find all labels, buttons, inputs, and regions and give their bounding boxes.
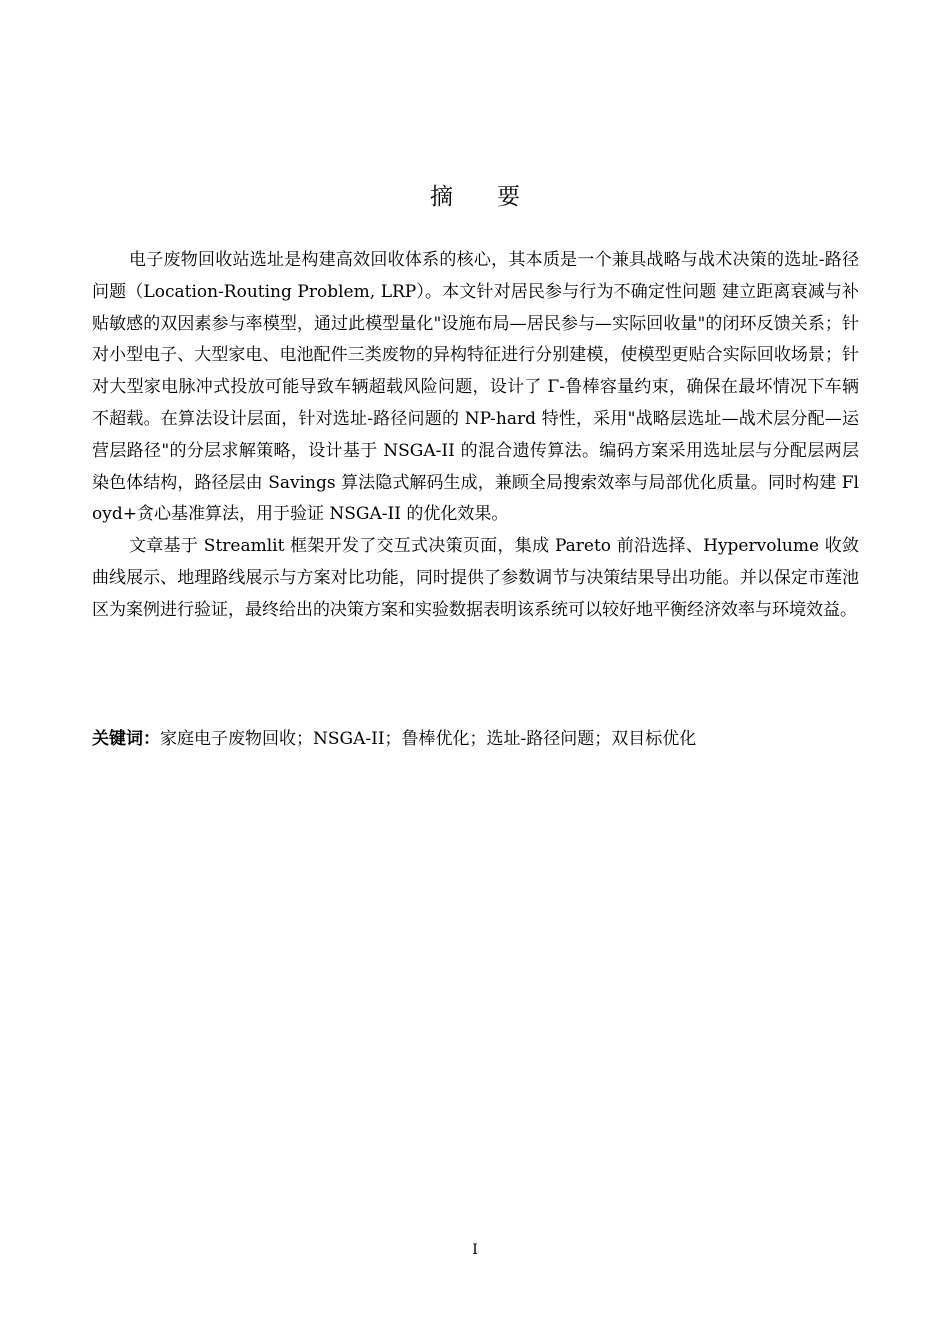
page-number: I [472,1242,478,1258]
abstract-body [92,245,859,627]
keywords-label: 关键词： [92,729,160,749]
abstract-paragraph-2: 文章基于 Streamlit 框架开发了交互式决策页面，集成 Pareto 前沿选择、Hypervolume 收敛曲线展示、地理路线展示与方案对比功能，同时提供了参数调节与决策结果导出功能。并以保定市莲池区为案例进行验证，最终给出的决策方案和实验数据表明该系统可以较好地平衡经济效率与环境效益。 [92,536,859,620]
keywords-text: 家庭电子废物回收；NSGA-II；鲁棒优化；选址-路径问题；双目标优化 [160,729,697,749]
abstract-title: 摘要 [430,184,564,210]
abstract-paragraph-1: 电子废物回收站选址是构建高效回收体系的核心，其本质是一个兼具战略与战术决策的选址-路径问题（Location-Routing Problem, LRP）。本文针对居民参与行为不确定性问题 建立距离衰减与补贴敏感的双因素参与率模型，通过此模型量化"设施布局—居民参与—实际回收量"的闭环反馈关系；针对小型电子、大型家电、电池配件三类废物的异构特征进行分别建模，使模型更贴合实际回收场景；针对大型家电脉冲式投放可能导致车辆超载风险问题，设计了 Γ-鲁棒容量约束，确保在最坏情况下车辆不超载。在算法设计层面，针对选址-路径问题的 NP-hard 特性，采用"战略层选址—战术层分配—运营层路径"的分层求解策略，设计基于 NSGA-II 的混合遗传算法。编码方案采用选址层与分配层两层染色体结构，路径层由 Savings 算法隐式解码生成，兼顾全局搜索效率与局部优化质量。同时构建 Floyd+贪心基准算法，用于验证 NSGA-II 的优化效果。 [92,250,859,525]
keywords-line [92,724,859,755]
